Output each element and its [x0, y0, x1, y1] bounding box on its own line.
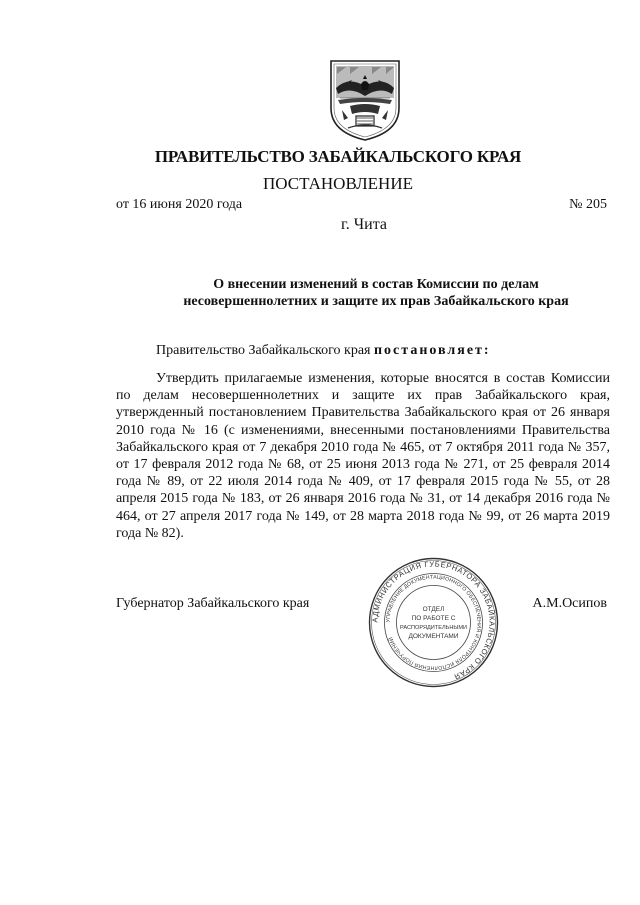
seal-outer-text: АДМИНИСТРАЦИЯ ГУБЕРНАТОРА ЗАБАЙКАЛЬСКОГО КРАЯ — [370, 559, 497, 682]
seal-center-line-3: РАСПОРЯДИТЕЛЬНЫМИ — [400, 625, 467, 631]
seal-center-line-2: ПО РАБОТЕ С — [411, 615, 456, 622]
decree-statement — [156, 343, 491, 359]
document-subject — [116, 276, 606, 310]
decree-verb: постановляет: — [373, 343, 491, 358]
subject-line-2: несовершеннолетних и защите их прав Забайкальского края — [183, 294, 569, 309]
coat-of-arms-icon — [328, 58, 402, 142]
subject-line-1: О внесении изменений в состав Комиссии по делам — [213, 277, 539, 292]
seal-center-line-1: ОТДЕЛ — [422, 606, 445, 613]
document-type: ПОСТАНОВЛЕНИЕ — [262, 174, 413, 193]
official-stamp-icon — [366, 555, 501, 690]
document-city: г. Чита — [340, 216, 387, 233]
decree-lead: Правительство Забайкальского края — [156, 343, 371, 358]
government-title: ПРАВИТЕЛЬСТВО ЗАБАЙКАЛЬСКОГО КРАЯ — [154, 147, 522, 166]
document-number: № 205 — [569, 197, 607, 212]
document-date: от 16 июня 2020 года — [116, 197, 243, 212]
seal-center-line-4: ДОКУМЕНТАМИ — [408, 633, 459, 640]
svg-text:УПРАВЛЕНИЕ ДОКУМЕНТАЦИОННОГО О — [385, 574, 481, 670]
body-paragraph: Утвердить прилагаемые изменения, которые вносятся в состав Комиссии по делам несовершеннолетних и защите их прав Забайкальского края, утвержденный постановлением Правительства Забайкальского края от 26 января 2010 года № 16 (с изменениями, внесенными постановлениями Правительства Забайкальского края от 7 декабря 2010 года № 465, от 7 октября 2011 года № 357, от 17 февраля 2012 года № 68, от 25 июня 2013 года № 271, от 25 февраля 2014 года № 89, от 22 июля 2014 года № 409, от 17 февраля 2015 года № 55, от 28 апреля 2015 года № 183, от 26 января 2016 года № 31, от 14 декабря 2016 года № 464, от 27 апреля 2017 года № 149, от 28 марта 2018 года № 99, от 26 марта 2019 года № 82). — [116, 371, 610, 541]
signer-name: А.М.Осипов — [532, 596, 607, 611]
signer-role: Губернатор Забайкальского края — [116, 596, 310, 611]
seal-middle-text: УПРАВЛЕНИЕ ДОКУМЕНТАЦИОННОГО ОБЕСПЕЧЕНИЯ И КОНТРОЛЯ ИСПОЛНЕНИЯ ПОРУЧЕНИЙ — [385, 574, 482, 671]
